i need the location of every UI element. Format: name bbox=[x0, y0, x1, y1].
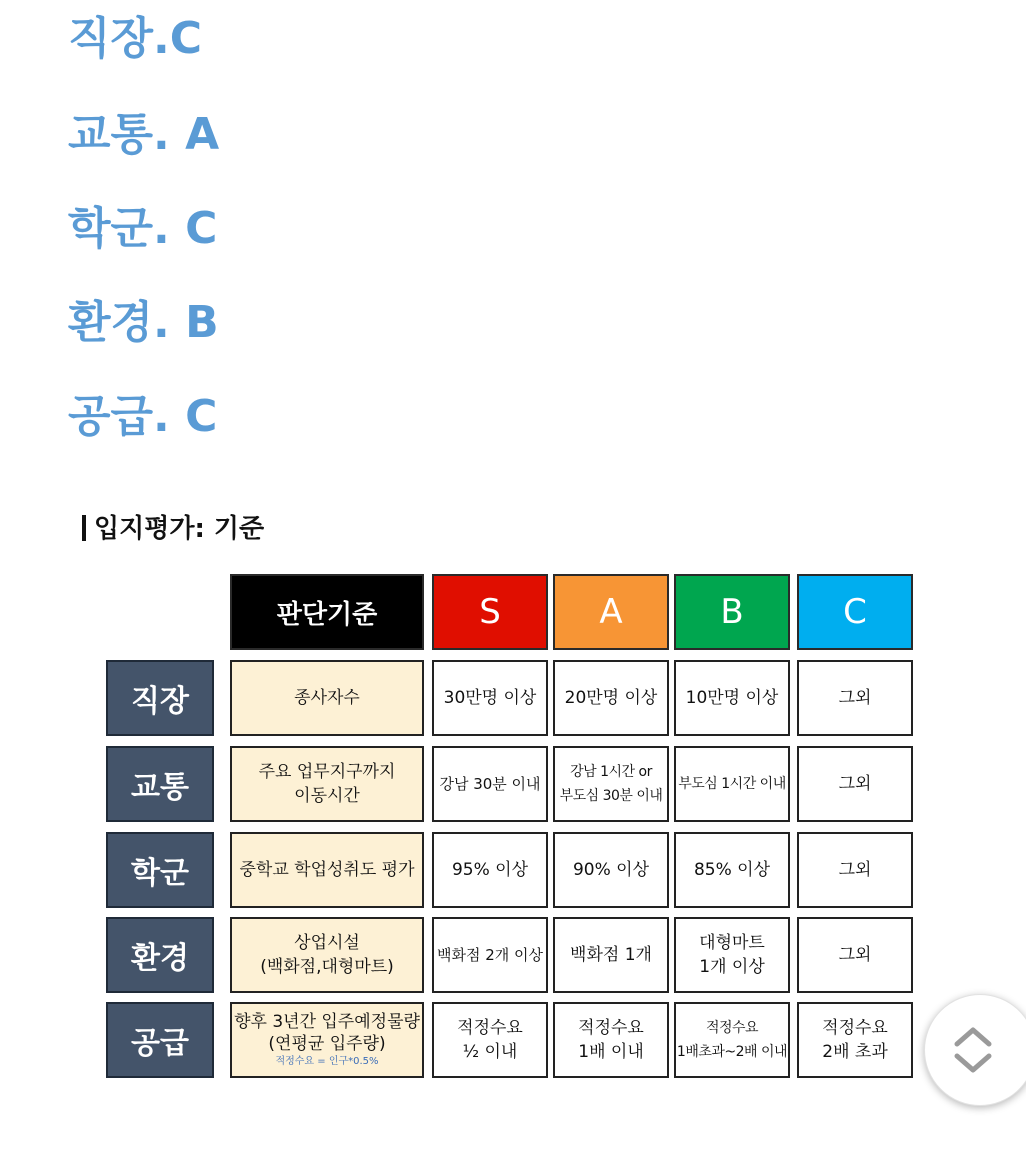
row-label: 학군 bbox=[106, 832, 214, 908]
cell-text-line: 대형마트 bbox=[699, 933, 765, 953]
grade-value: C bbox=[185, 203, 218, 254]
cell-text-line: 상업시설 bbox=[294, 933, 360, 953]
grade-category: 학군 bbox=[68, 203, 154, 254]
criterion-note: 적정수요 = 인구*0.5% bbox=[275, 1056, 379, 1067]
cell-text-line: 부도심 1시간 이내 bbox=[678, 776, 786, 792]
value-cell bbox=[553, 1002, 669, 1078]
grade-separator: . bbox=[153, 203, 186, 254]
grade-separator: . bbox=[153, 109, 186, 160]
grade-line bbox=[68, 2, 202, 66]
cell-text-line: 적정수요 bbox=[578, 1018, 644, 1038]
cell-text-line: 85% 이상 bbox=[693, 860, 771, 880]
criterion-cell bbox=[230, 1002, 424, 1078]
cell-text-line: 적정수요 bbox=[822, 1018, 888, 1038]
value-cell bbox=[674, 746, 790, 822]
cell-text-line: 30만명 이상 bbox=[443, 688, 537, 708]
cell-text-line: 이동시간 bbox=[294, 786, 360, 806]
cell-text-line: 1배 이내 bbox=[578, 1042, 644, 1062]
cell-text-line: 그외 bbox=[838, 945, 872, 965]
cell-text-line: 1배초과~2배 이내 bbox=[676, 1044, 788, 1060]
value-cell bbox=[553, 746, 669, 822]
value-cell bbox=[432, 832, 548, 908]
cell-text-line: 주요 업무지구까지 bbox=[258, 762, 396, 782]
grade-value: C bbox=[169, 13, 203, 64]
cell-text-line: 10만명 이상 bbox=[685, 688, 779, 708]
grade-separator: . bbox=[153, 13, 170, 64]
value-cell bbox=[432, 746, 548, 822]
value-cell bbox=[797, 832, 913, 908]
cell-text-line: 20만명 이상 bbox=[564, 688, 658, 708]
cell-text-line: 1개 이상 bbox=[699, 957, 765, 977]
cell-text-line: 90% 이상 bbox=[572, 860, 650, 880]
value-cell bbox=[797, 1002, 913, 1078]
grade-category: 교통 bbox=[68, 109, 154, 160]
cell-text-line: 그외 bbox=[838, 774, 872, 794]
header-criterion: 판단기준 bbox=[230, 574, 424, 650]
row-label: 직장 bbox=[106, 660, 214, 736]
cell-text-line: 향후 3년간 입주예정물량 bbox=[234, 1012, 420, 1032]
header-level-s: S bbox=[432, 574, 548, 650]
cell-text-line: (연평균 입주량) bbox=[268, 1034, 386, 1054]
criterion-cell bbox=[230, 917, 424, 993]
chevron-up-down-icon bbox=[951, 1018, 995, 1082]
cell-text-line: 백화점 2개 이상 bbox=[436, 946, 544, 964]
value-cell bbox=[553, 660, 669, 736]
cell-text-line: ½ 이내 bbox=[462, 1042, 518, 1062]
grade-separator: . bbox=[153, 391, 186, 442]
cell-text-line: (백화점,대형마트) bbox=[260, 957, 394, 977]
cell-text-line: 종사자수 bbox=[294, 688, 360, 708]
section-heading bbox=[82, 508, 264, 545]
grade-value: C bbox=[185, 391, 218, 442]
cell-text-line: 그외 bbox=[838, 688, 872, 708]
heading-bar bbox=[82, 515, 86, 541]
cell-text-line: 그외 bbox=[838, 860, 872, 880]
cell-text-line: 강남 30분 이내 bbox=[439, 775, 541, 793]
cell-text-line: 95% 이상 bbox=[451, 860, 529, 880]
grade-line bbox=[68, 98, 219, 162]
grade-value: B bbox=[185, 297, 219, 348]
cell-text-line: 강남 1시간 or bbox=[570, 764, 652, 780]
grade-category: 직장 bbox=[68, 13, 154, 64]
value-cell bbox=[553, 832, 669, 908]
value-cell bbox=[674, 832, 790, 908]
header-level-a: A bbox=[553, 574, 669, 650]
grade-separator: . bbox=[153, 297, 186, 348]
row-label: 교통 bbox=[106, 746, 214, 822]
value-cell bbox=[432, 1002, 548, 1078]
section-title: 입지평가: 기준 bbox=[94, 514, 265, 544]
value-cell bbox=[674, 1002, 790, 1078]
criterion-cell bbox=[230, 660, 424, 736]
value-cell bbox=[432, 660, 548, 736]
header-level-c: C bbox=[797, 574, 913, 650]
row-label: 환경 bbox=[106, 917, 214, 993]
header-level-b: B bbox=[674, 574, 790, 650]
value-cell bbox=[797, 746, 913, 822]
grade-category: 환경 bbox=[68, 297, 154, 348]
grade-line bbox=[68, 380, 217, 444]
cell-text-line: 부도심 30분 이내 bbox=[559, 788, 663, 804]
value-cell bbox=[553, 917, 669, 993]
cell-text-line: 2배 초과 bbox=[822, 1042, 888, 1062]
value-cell bbox=[797, 917, 913, 993]
grade-category: 공급 bbox=[68, 391, 154, 442]
criterion-cell bbox=[230, 746, 424, 822]
value-cell bbox=[432, 917, 548, 993]
grade-value: A bbox=[185, 109, 220, 160]
cell-text-line: 적정수요 bbox=[457, 1018, 523, 1038]
value-cell bbox=[797, 660, 913, 736]
value-cell bbox=[674, 917, 790, 993]
grade-line bbox=[68, 192, 217, 256]
grade-line bbox=[68, 286, 219, 350]
criterion-cell bbox=[230, 832, 424, 908]
row-label: 공급 bbox=[106, 1002, 214, 1078]
cell-text-line: 중학교 학업성취도 평가 bbox=[239, 860, 415, 880]
cell-text-line: 적정수요 bbox=[705, 1020, 759, 1036]
cell-text-line: 백화점 1개 bbox=[570, 945, 652, 965]
value-cell bbox=[674, 660, 790, 736]
scroll-toggle-button[interactable] bbox=[924, 994, 1026, 1106]
